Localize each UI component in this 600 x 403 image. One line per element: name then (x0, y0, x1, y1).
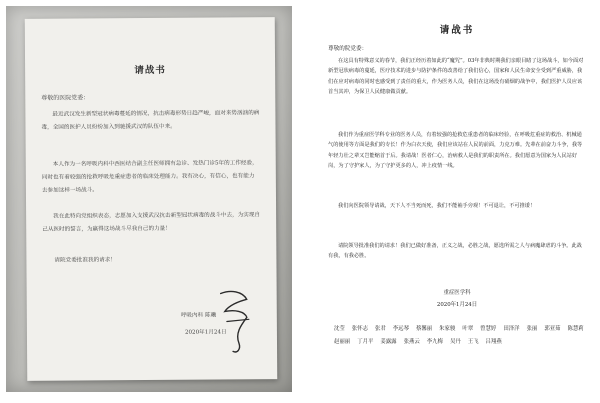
signatory-name: 朱家骏 (439, 326, 456, 332)
signatory-name: 陈慧莉 (567, 326, 584, 332)
signatory-name: 王飞 (467, 339, 479, 345)
right-letter-page (322, 6, 592, 396)
signatory-name: 曾慧婷 (480, 326, 497, 332)
left-letter-department: 呼吸内科 陈曦 (180, 312, 217, 319)
signatory-name: 张怀志 (351, 326, 368, 332)
signatory-name: 郭亚茹 (544, 326, 561, 332)
signatory-name: 吕翔燕 (485, 339, 502, 345)
signatory-name: 李远琴 (392, 326, 409, 332)
left-letter-paragraph-2: 本人作为一名呼吸内科中西医结合副主任医师拥有急诊、发热门诊5年的工作经验，同时也有着较强的抢救呼吸危重症患者的临床处理能力。我有决心，有信心，也有能力去参加这样一场战斗。 (41, 160, 258, 194)
signatory-name: 叶翠 (462, 326, 474, 332)
signatory-name: 张君 (374, 326, 386, 332)
right-letter-paragraph-4: 请院领导批准我们的请求！我们已做好准备，正义之战，必胜之战，愿选所需之人与病魔肆虐的斗争。此战有我，有我必胜。 (328, 243, 582, 260)
left-letter-paragraph-1: 最近武汉发生新型冠状病毒蔓延的情况，抗击病毒形势日趋严峻，面对来势汹汹的病毒，全国的医护人员纷纷加入到驰援武汉的队伍中来。 (41, 110, 260, 131)
left-letter-salutation: 尊敬的医院党委： (41, 94, 90, 102)
right-letter-salutation: 尊敬的院党委： (328, 46, 368, 52)
right-letter-title: 请战书 (439, 25, 475, 36)
signatory-name: 姜露露 (380, 339, 397, 345)
signatory-name: 张燕云 (403, 339, 420, 345)
left-letter-photo (6, 6, 292, 392)
signatory-name: 吴丹 (449, 339, 461, 345)
left-letter-paper (25, 17, 278, 381)
left-letter-closing: 请院党委批准我的请求！ (54, 257, 116, 264)
right-letter-paragraph-1: 在这具有特殊意义的春节，我们正经历着如此的“魔咒”。03年非典时期我们亲眼目睹了这场战斗，如今面对新型冠状病毒的蔓延，医疗技术的进步与防护条件的改善给了我们信心，国家和人民生命安全受到严重威胁，我们在应对病毒的同时也感受到了责任的重大，作为医务人员，我们在这场没有硝烟的战争中，我们医护人员应该首当其冲，为保卫人民健康做贡献。 (328, 58, 584, 96)
left-letter-title: 请战书 (134, 64, 166, 77)
signatory-name: 沈莹 (334, 326, 345, 332)
right-letter-paragraph-3: 我们向医院领导请战，天下人不当死而死，我们不能袖手旁观！不可退让，不可推诿！ (338, 203, 536, 209)
handwritten-signature (217, 285, 257, 355)
right-letter-paragraph-2: 我们作为重症医学科专业的医务人员，有着较强的抢救危重患者的临床经验，在呼吸危重症的救治、机械通气的使用等方面是我们的专长！作为白衣天使，我们应该站在人民的前面，力克万难。先辈在前奋力斗争，我等年轻力壮之辈又岂能缩首于后。我请战！医者仁心，治病救人是我们的职责所在。我们愿意为国家为人民站好岗，为了守护家人，为了守护更多的人，冲上疫情一线。 (328, 132, 583, 170)
signatory-name: 李九梅 (426, 339, 443, 345)
left-letter-date: 2020年1月24日 (184, 329, 227, 336)
signatory-list (334, 324, 584, 345)
signatory-name: 蔡馨丽 (415, 326, 433, 332)
signatory-name: 丁月平 (357, 339, 374, 345)
signatory-name: 张丽 (526, 326, 538, 332)
signatory-name: 田泽洋 (503, 326, 520, 332)
right-letter-department: 重症医学科 (443, 290, 471, 296)
left-letter-paragraph-3: 我在此特向党组织表态，志愿加入支援武汉抗击新型冠状病毒的战斗中去，为实现自己从医时的誓言，为赢得这场战斗尽我自己的力量！ (42, 212, 261, 233)
right-letter-date: 2020年1月24日 (436, 302, 478, 308)
signatory-name: 赵丽丽 (334, 339, 351, 345)
